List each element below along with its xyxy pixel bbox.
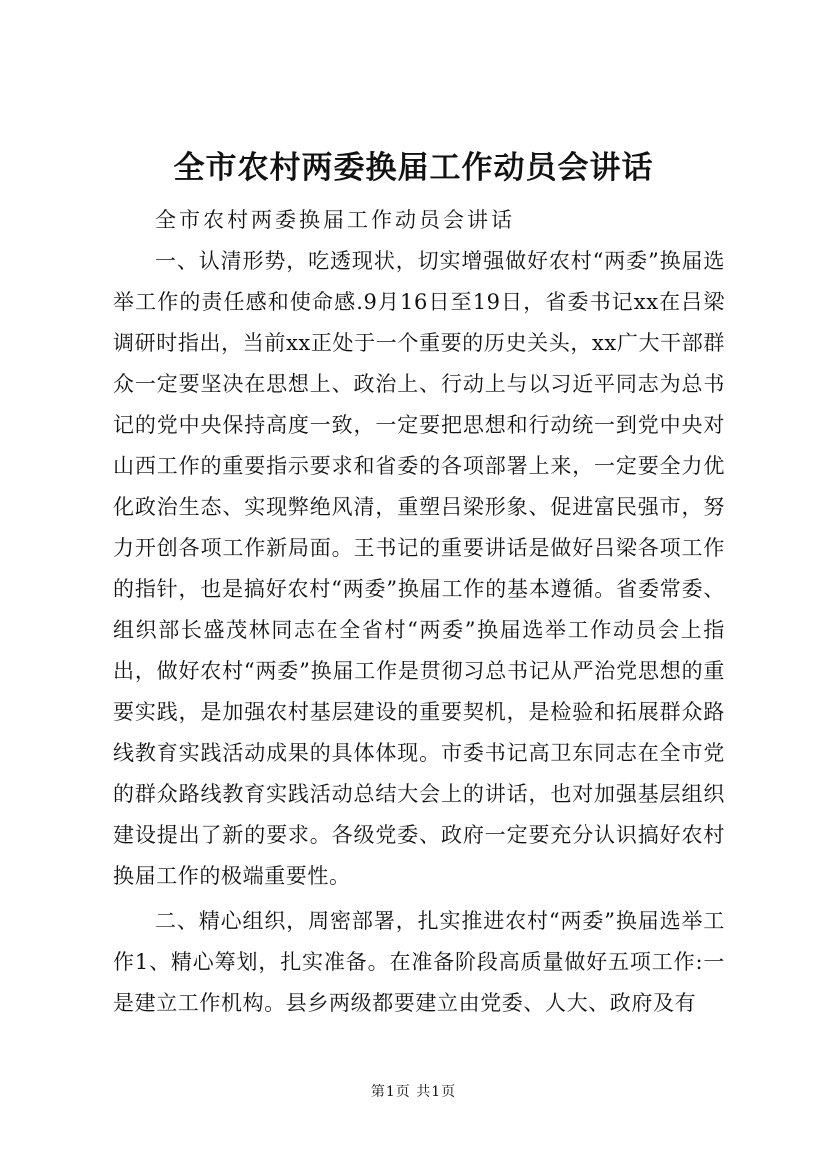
document-subtitle: 全市农村两委换届工作动员会讲话 (155, 208, 515, 232)
page-number-footer: 第1页 共1页 (370, 1084, 457, 1100)
body-paragraph-2: 二、精心组织，周密部署，扎实推进农村“两委”换届选举工作1、精心筹划，扎实准备。在准备阶段高质量做好五项工作:一是建立工作机构。县乡两级都要建立由党委、人大、政府及有 (113, 909, 725, 1015)
document-body (113, 200, 725, 1024)
document-title: 全市农村两委换届工作动员会讲话 (173, 150, 654, 186)
body-paragraph-1: 一、认清形势，吃透现状，切实增强做好农村“两委”换届选举工作的责任感和使命感.9月16日至19日，省委书记xx在吕梁调研时指出，当前xx正处于一个重要的历史关头，xx广大干部群众一定要坚决在思想上、政治上、行动上与以习近平同志为总书记的党中央保持高度一致，一定要把思想和行动统一到党中央对山西工作的重要指示要求和省委的各项部署上来，一定要全力优化政治生态、实现弊绝风清，重塑吕梁形象、促进富民强市，努力开创各项工作新局面。王书记的重要讲话是做好吕梁各项工作的指针，也是搞好农村“两委”换届工作的基本遵循。省委常委、组织部长盛茂林同志在全省村“两委”换届选举工作动员会上指出，做好农村“两委”换届工作是贯彻习总书记从严治党思想的重要实践，是加强农村基层建设的重要契机，是检验和拓展群众路线教育实践活动成果的具体体现。市委书记高卫东同志在全市党的群众路线教育实践活动总结大会上的讲话，也对加强基层组织建设提出了新的要求。各级党委、政府一定要充分认识搞好农村换届工作的极端重要性。 (113, 249, 725, 888)
